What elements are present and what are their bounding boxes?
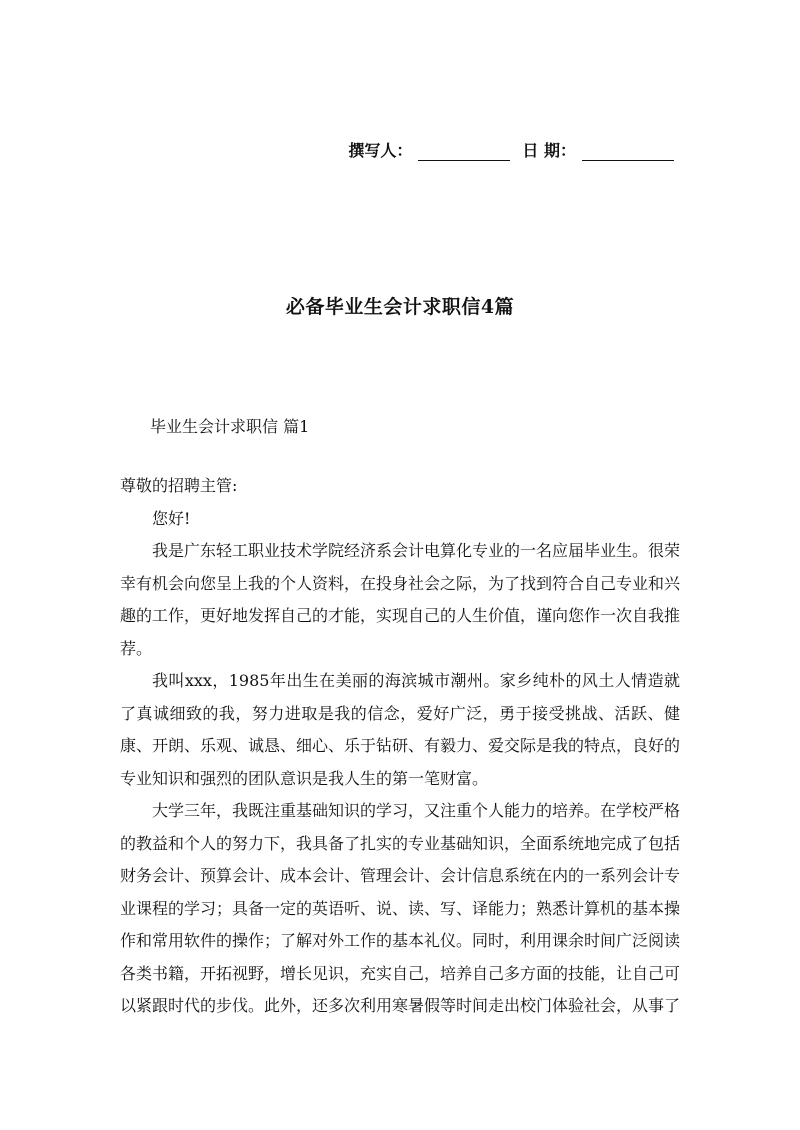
paragraph: 我是广东轻工职业技术学院经济系会计电算化专业的一名应届毕业生。很荣幸有机会向您呈上我的个人资料，在投身社会之际，为了找到符合自己专业和兴趣的工作，更好地发挥自己的才能，实现自己的人生价值，谨向您作一次自我推荐。 — [120, 541, 681, 658]
greeting: 您好! — [152, 508, 191, 528]
author-label: 撰写人： — [348, 141, 413, 160]
author-blank-line — [418, 142, 510, 161]
letter-body — [120, 470, 680, 1023]
header-meta — [348, 138, 680, 161]
paragraph: 我叫xxx，1985年出生在美丽的海滨城市潮州。家乡纯朴的风土人情造就了真诚细致的我，努力进取是我的信念，爱好广泛，勇于接受挑战、活跃、健康、开朗、乐观、诚恳、细心、乐于钻研、有毅力、爱交际是我的特点，良好的专业知识和强烈的团队意识是我人生的第一笔财富。 — [120, 671, 681, 788]
date-blank-line — [582, 142, 674, 161]
date-label: 日 期： — [522, 141, 576, 160]
section-heading: 毕业生会计求职信 篇1 — [150, 417, 310, 436]
document-title: 必备毕业生会计求职信4篇 — [285, 296, 515, 318]
salutation: 尊敬的招聘主管: — [120, 476, 238, 495]
paragraph: 大学三年，我既注重基础知识的学习，又注重个人能力的培养。在学校严格的教益和个人的努力下，我具备了扎实的专业基础知识，全面系统地完成了包括财务会计、预算会计、成本会计、管理会计、会计信息系统在内的一系列会计专业课程的学习；具备一定的英语听、说、读、写、译能力；熟悉计算机的基本操作和常用软件的操作；了解对外工作的基本礼仪。同时，利用课余时间广泛阅读各类书籍，开拓视野，增长见识，充实自己，培养自己多方面的技能，让自己可以紧跟时代的步伐。此外，还多次利用寒暑假等时间走出校门体验社会，从事了 — [120, 801, 681, 1015]
